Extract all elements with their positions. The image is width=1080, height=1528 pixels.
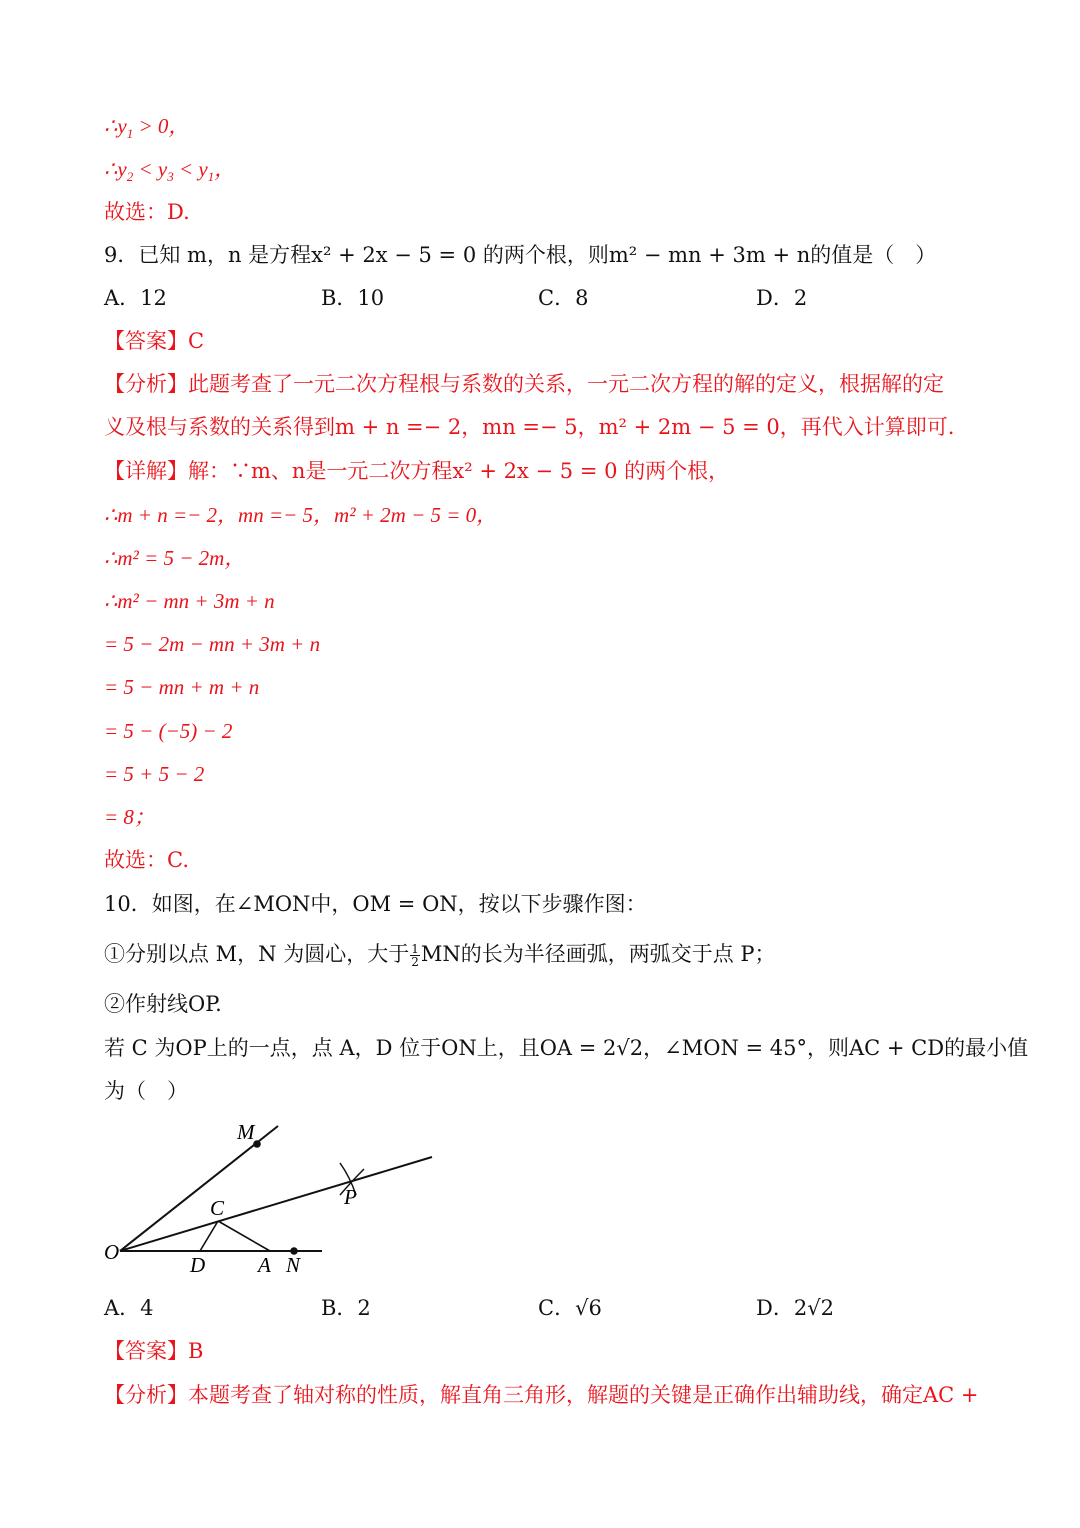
- q9-option-a: A．12: [104, 286, 167, 310]
- q9-stem: 9．已知 m，n 是方程x² + 2x − 5 = 0 的两个根，则m² − mn + 3m + n的值是（ ）: [104, 243, 937, 267]
- q9-step-6: = 5 − (−5) − 2: [104, 719, 233, 743]
- q10-option-c: C．√6: [538, 1296, 602, 1320]
- q9-step-7: = 5 + 5 − 2: [104, 762, 205, 786]
- q9-conclusion: 故选：C.: [104, 848, 189, 872]
- q10-stem: 10．如图，在∠MON中，OM = ON，按以下步骤作图：: [104, 892, 647, 916]
- q10-option-b: B．2: [321, 1296, 371, 1320]
- label-c: C: [210, 1196, 225, 1220]
- prev-solution-line-2: $\therefore y_2 < y_3 < y_1$，: [104, 157, 236, 185]
- ray-op: [120, 1157, 432, 1251]
- answer-tag: 【答案】: [104, 329, 188, 353]
- q9-answer-value: C: [188, 329, 205, 353]
- q9-analysis-text-1: 此题考查了一元二次方程根与系数的关系，一元二次方程的解的定义，根据解的定: [188, 372, 944, 396]
- q9-step-8: = 8；: [104, 805, 155, 829]
- label-n: N: [286, 1253, 301, 1277]
- q10-step-1: [104, 939, 776, 969]
- q9-option-d: D．2: [756, 286, 808, 310]
- segment-ca: [218, 1221, 270, 1251]
- q9-step-4: = 5 − 2m − mn + 3m + n: [104, 632, 321, 656]
- q10-analysis-line-1: [104, 1380, 979, 1410]
- q9-detail-text: 解：∵m、n是一元二次方程x² + 2x − 5 = 0 的两个根，: [188, 459, 730, 483]
- q9-step-5: = 5 − mn + m + n: [104, 675, 260, 699]
- label-p: P: [344, 1185, 357, 1209]
- q9-detail-line: [104, 456, 729, 486]
- q10-answer: [104, 1336, 203, 1366]
- q10-step-1-b: MN的长为半径画弧，两弧交于点 P；: [420, 942, 776, 966]
- q10-option-a: A．4: [104, 1296, 154, 1320]
- analysis-tag: 【分析】: [104, 372, 188, 396]
- prev-solution-conclusion: 故选：D.: [104, 200, 190, 224]
- q9-step-1: ∴m + n =− 2，mn =− 5，m² + 2m − 5 = 0，: [104, 503, 498, 527]
- q9-answer: [104, 326, 204, 356]
- q10-answer-value: B: [188, 1339, 204, 1363]
- fraction-denominator: 2: [411, 955, 419, 969]
- q9-option-b: B．10: [321, 286, 385, 310]
- q9-step-2: ∴m² = 5 − 2m，: [104, 546, 246, 570]
- geometry-figure: [100, 1115, 440, 1285]
- q9-option-c: C．8: [538, 286, 589, 310]
- label-a: A: [258, 1253, 271, 1277]
- q10-condition-line-2: 为（ ）: [104, 1079, 188, 1103]
- fraction-one-half: [410, 943, 420, 968]
- label-m: M: [237, 1120, 255, 1144]
- q10-analysis-text-1: 本题考查了轴对称的性质，解直角三角形，解题的关键是正确作出辅助线，确定AC +: [188, 1383, 979, 1407]
- q9-analysis-line-1: [104, 369, 944, 399]
- detail-tag: 【详解】: [104, 459, 188, 483]
- label-d: D: [190, 1253, 206, 1277]
- answer-tag: 【答案】: [104, 1339, 188, 1363]
- fraction-numerator: 1: [411, 942, 419, 956]
- q10-option-d: D．2√2: [756, 1296, 834, 1320]
- analysis-tag: 【分析】: [104, 1383, 188, 1407]
- prev-solution-line-1: $\therefore y_1 > 0$，: [104, 114, 190, 142]
- label-o: O: [104, 1240, 120, 1264]
- q9-analysis-line-2: 义及根与系数的关系得到m + n =− 2，mn =− 5，m² + 2m − 5 = 0，再代入计算即可.: [104, 415, 955, 439]
- q9-step-3: ∴m² − mn + 3m + n: [104, 589, 275, 613]
- q10-step-2: ②作射线OP.: [104, 992, 222, 1016]
- q10-step-1-a: ①分别以点 M，N 为圆心，大于: [104, 942, 410, 966]
- q10-condition-line-1: 若 C 为OP上的一点，点 A，D 位于ON上，且OA = 2√2，∠MON = 45°，则AC + CD的最小值: [104, 1036, 1029, 1060]
